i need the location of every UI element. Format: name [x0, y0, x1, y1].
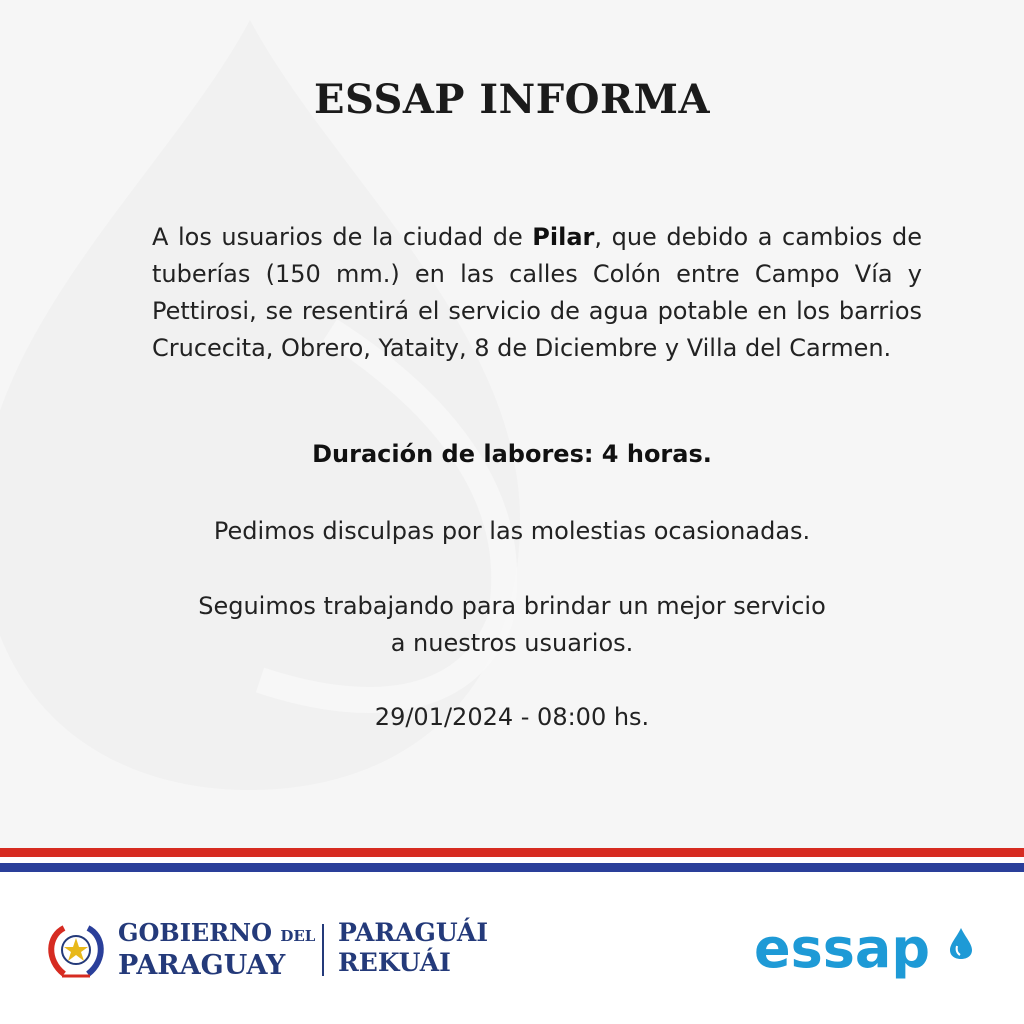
- government-name: [118, 918, 315, 981]
- commitment-line-1: Seguimos trabajando para brindar un mejor servicio: [198, 592, 826, 620]
- notice-paragraph: [152, 219, 922, 367]
- slogan-line-1: PARAGUÁI: [338, 918, 489, 947]
- essap-logo: essap: [754, 917, 931, 980]
- datetime-text: 29/01/2024 - 08:00 hs.: [374, 703, 650, 731]
- government-seal-icon: [42, 920, 110, 980]
- notice-city: Pilar: [532, 223, 595, 251]
- notice-intro: A los usuarios de la ciudad de: [152, 223, 533, 251]
- gov-del: DEL: [280, 927, 316, 945]
- gov-line-1: GOBIERNO: [118, 918, 272, 947]
- flag-stripe-red: [0, 848, 1024, 857]
- commitment-text: [0, 588, 1024, 662]
- government-slogan: [338, 918, 488, 978]
- duration-text: Duración de labores: 4 horas.: [312, 440, 712, 468]
- footer: [0, 872, 1024, 1024]
- gov-line-2: PARAGUAY: [118, 950, 286, 981]
- flag-stripe-blue: [0, 863, 1024, 872]
- footer-divider: [322, 924, 324, 976]
- essap-drop-icon: [948, 926, 974, 960]
- slogan-line-2: REKUÁI: [338, 948, 451, 977]
- notice-body: , que debido a cambios de tuberías (150 mm.) en las calles Colón entre Campo Vía y Pettirosi, se resentirá el servicio de agua potable en los barrios Crucecita, Obrero, Yataity, 8 de Diciembre y Villa del Carmen.: [152, 223, 922, 362]
- page-title: ESSAP INFORMA: [314, 76, 710, 123]
- commitment-line-2: a nuestros usuarios.: [390, 629, 634, 657]
- apology-text: Pedimos disculpas por las molestias ocasionadas.: [213, 517, 811, 545]
